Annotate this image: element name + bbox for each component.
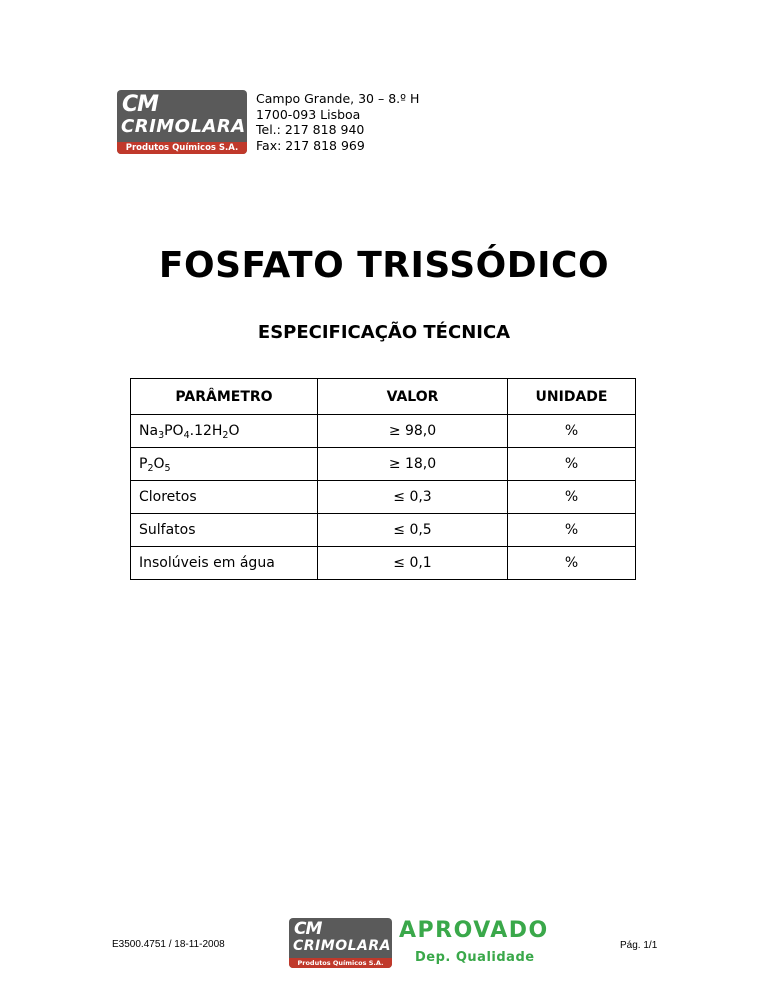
unit-cell: % — [508, 514, 636, 547]
parameter-cell: Insolúveis em água — [131, 547, 318, 580]
address-line: 1700-093 Lisboa — [256, 106, 361, 122]
unit-cell: % — [508, 547, 636, 580]
column-header-unit: UNIDADE — [508, 379, 636, 415]
table-header-row — [131, 379, 636, 415]
table-row — [131, 448, 636, 481]
logo-tagline: Produtos Químicos S.A. — [289, 958, 392, 968]
parameter-cell: $Na_3PO_4.12H_2O$ — [131, 415, 318, 448]
logo-mark: CM — [122, 92, 159, 117]
page-number: Pág. 1/1 — [620, 940, 658, 951]
document-subtitle: ESPECIFICAÇÃO TÉCNICA — [257, 322, 511, 343]
column-header-value: VALOR — [318, 379, 508, 415]
specification-table — [130, 378, 636, 580]
company-address — [256, 91, 419, 153]
document-title: FOSFATO TRISSÓDICO — [158, 245, 610, 286]
value-cell: ≤ 0,5 — [318, 514, 508, 547]
address-line: Fax: 217 818 969 — [256, 137, 365, 153]
unit-cell: % — [508, 481, 636, 514]
parameter-cell: Cloretos — [131, 481, 318, 514]
value-cell: ≥ 18,0 — [318, 448, 508, 481]
value-cell: ≤ 0,3 — [318, 481, 508, 514]
company-logo — [117, 90, 247, 154]
address-line: Campo Grande, 30 – 8.º H — [256, 91, 420, 106]
table-row — [131, 415, 636, 448]
footer-logo — [289, 918, 392, 968]
unit-cell: % — [508, 415, 636, 448]
logo-mark: CM — [294, 919, 322, 939]
unit-cell: % — [508, 448, 636, 481]
parameter-cell: $P_2O_5$ — [131, 448, 318, 481]
logo-brand: CRIMOLARA — [293, 938, 391, 954]
approval-department: Dep. Qualidade — [415, 950, 535, 965]
table-row — [131, 547, 636, 580]
parameter-cell: Sulfatos — [131, 514, 318, 547]
document-code: E3500.4751 / 18-11-2008 — [112, 939, 225, 950]
table-row — [131, 514, 636, 547]
address-line: Tel.: 217 818 940 — [256, 122, 365, 137]
approval-stamp: APROVADO — [399, 918, 549, 943]
logo-brand: CRIMOLARA — [121, 116, 246, 137]
column-header-parameter: PARÂMETRO — [131, 379, 318, 415]
table-row — [131, 481, 636, 514]
value-cell: ≤ 0,1 — [318, 547, 508, 580]
value-cell: ≥ 98,0 — [318, 415, 508, 448]
logo-tagline: Produtos Químicos S.A. — [117, 142, 247, 154]
